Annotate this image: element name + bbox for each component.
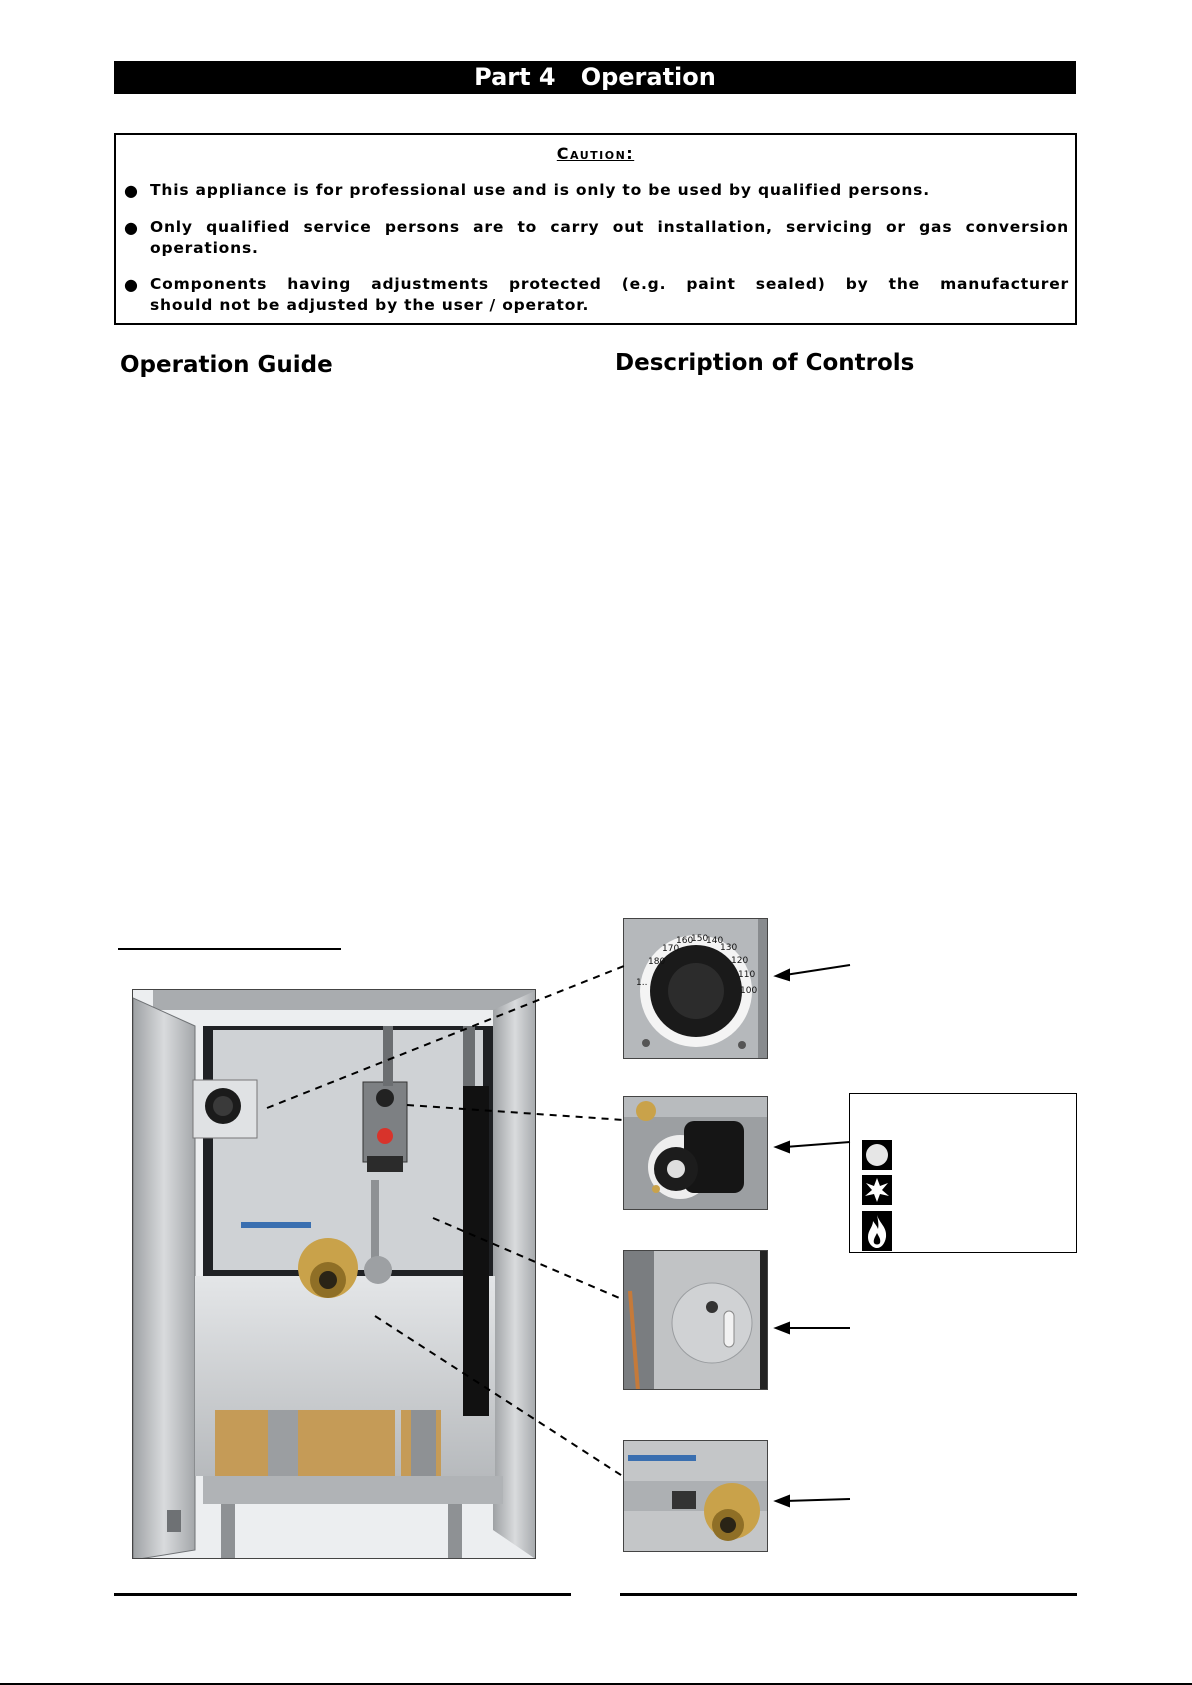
page-title: Part 4 Operation: [114, 61, 1076, 94]
caution-item-text-line: should not be adjusted by the user / operator.: [150, 296, 590, 314]
caution-item-text-line: Components having adjustments protected (e.g. paint sealed) by the manufacturer: [150, 275, 1069, 293]
caution-item-text-line: Only qualified service persons are to carry out installation, servicing or gas conversion: [150, 218, 1069, 236]
dial-scale-label: 180: [648, 957, 666, 967]
pointer-arrow: [785, 1142, 850, 1147]
footer-rule-right: [620, 1593, 1077, 1596]
pointer-arrow: [785, 965, 850, 975]
callout-gas-control: [407, 1105, 624, 1120]
arrowhead-icon: [776, 1496, 789, 1506]
description-of-controls-heading: Description of Controls: [615, 350, 915, 376]
bullet-icon: ●: [124, 218, 139, 237]
caution-heading: Caution:: [556, 144, 635, 163]
dial-scale-label: 130: [720, 943, 738, 953]
bullet-icon: ●: [124, 181, 139, 200]
callout-thermostat: [267, 966, 624, 1108]
callout-access-cover: [433, 1218, 624, 1300]
callout-ball-valve: [375, 1316, 624, 1477]
dial-scale-label: 150: [691, 934, 709, 944]
dial-scale-label: 100: [740, 986, 758, 996]
dial-scale-label: 1..: [636, 978, 648, 988]
dial-scale-label: 110: [738, 970, 756, 980]
pointer-arrow: [785, 1499, 850, 1501]
arrowhead-icon: [776, 1323, 789, 1333]
dial-scale-label: 170: [662, 944, 680, 954]
arrowhead-icon: [776, 970, 789, 980]
arrowhead-icon: [776, 1142, 789, 1152]
bullet-icon: ●: [124, 275, 139, 294]
caution-item-text-line: operations.: [150, 239, 259, 257]
footer-rule-left: [114, 1593, 571, 1596]
dial-scale-label: 120: [731, 956, 749, 966]
dial-scale-label: 160: [676, 936, 694, 946]
dial-scale-label: 140: [706, 936, 724, 946]
caution-item-text: This appliance is for professional use and is only to be used by qualified persons.: [150, 181, 930, 199]
operation-guide-heading: Operation Guide: [120, 352, 333, 378]
